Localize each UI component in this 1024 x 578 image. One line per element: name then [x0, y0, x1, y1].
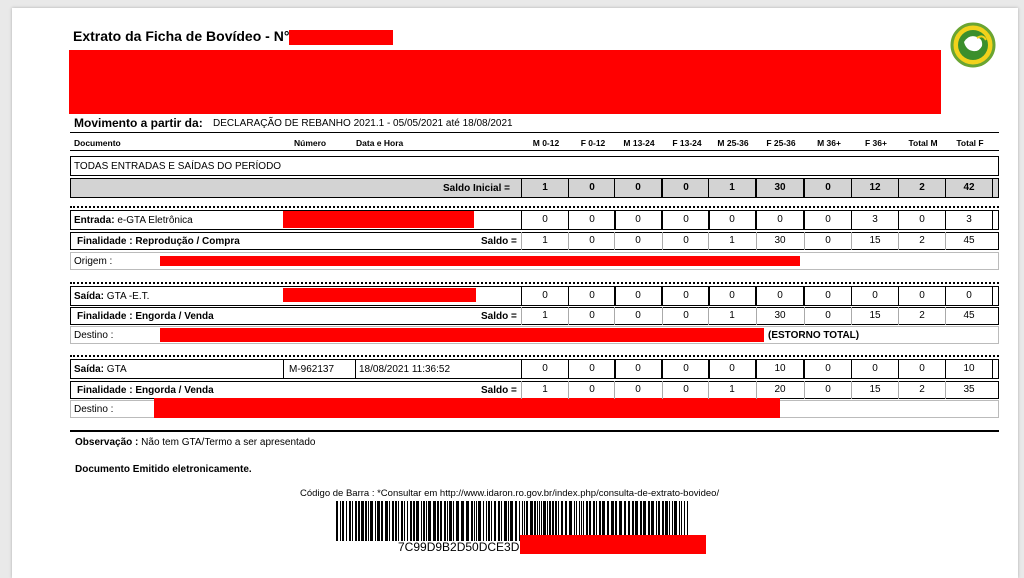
movement-1-saldo-value: 45	[963, 235, 975, 246]
movement-1-saldo-value: 1	[729, 235, 735, 246]
barcode-text: 7C99D9B2D50DCE3D	[398, 540, 520, 554]
idaron-logo-icon	[950, 22, 996, 68]
header-rule-bottom	[70, 150, 999, 151]
observation-value: Não tem GTA/Termo a ser apresentado	[141, 437, 316, 448]
col-category: F 13-24	[672, 138, 702, 148]
movement-3-value: 0	[919, 363, 925, 374]
col-documento: Documento	[74, 138, 121, 148]
movement-1-value: 0	[589, 214, 595, 225]
movement-2-type-value: GTA -E.T.	[106, 291, 150, 302]
movement-3-value: 0	[729, 363, 735, 374]
movement-3-saldo-value: 15	[869, 384, 881, 395]
initial-balance-value: 0	[589, 182, 595, 193]
movement-label: Movimento a partir da:	[74, 116, 203, 130]
separator-1	[70, 206, 999, 208]
movement-2-saldo-value: 0	[635, 310, 641, 321]
header-rule-top	[70, 132, 999, 133]
period-title: TODAS ENTRADAS E SAÍDAS DO PERÍODO	[74, 161, 282, 172]
movement-1-finalidade: Finalidade : Reprodução / Compra	[77, 236, 240, 247]
footer-rule	[70, 430, 999, 432]
observation-label: Observação :	[75, 437, 139, 448]
movement-3-saldo-value: 20	[774, 384, 786, 395]
redacted-gta-number-1	[283, 211, 474, 228]
separator-3	[70, 355, 999, 357]
movement-3-value: 0	[872, 363, 878, 374]
movement-2-place-label: Destino :	[74, 330, 114, 341]
col-data-hora: Data e Hora	[356, 138, 404, 148]
initial-balance-value: 30	[774, 182, 786, 193]
redacted-owner-block	[69, 50, 941, 114]
col-category: F 36+	[865, 138, 887, 148]
movement-1-value: 0	[729, 214, 735, 225]
movement-1-saldo-value: 1	[542, 235, 548, 246]
movement-2-value: 0	[683, 290, 689, 301]
document-page	[12, 8, 1018, 578]
movement-2-finalidade: Finalidade : Engorda / Venda	[77, 311, 214, 322]
movement-2-saldo-value: 0	[825, 310, 831, 321]
col-category: Total M	[908, 138, 938, 148]
redacted-destination-1	[160, 328, 764, 342]
movement-2-value: 0	[542, 290, 548, 301]
movement-1-saldo-value: 0	[635, 235, 641, 246]
movement-3-value: 0	[589, 363, 595, 374]
movement-1-value: 0	[919, 214, 925, 225]
col-category: F 0-12	[580, 138, 606, 148]
movement-3-value: 0	[635, 363, 641, 374]
movement-1-saldo-value: 15	[869, 235, 881, 246]
movement-3-saldo-value: 0	[589, 384, 595, 395]
movement-value: DECLARAÇÃO DE REBANHO 2021.1 - 05/05/2021 até 18/08/2021	[213, 118, 513, 129]
movement-3-divider-1	[283, 360, 284, 378]
movement-1-value: 3	[966, 214, 972, 225]
col-category: M 36+	[817, 138, 841, 148]
initial-balance-value: 12	[869, 182, 881, 193]
movement-1-saldo-value: 2	[919, 235, 925, 246]
movement-2-type-label: Saída:	[74, 291, 105, 302]
movement-2-saldo-value: 1	[729, 310, 735, 321]
col-category: M 13-24	[623, 138, 655, 148]
col-numero: Número	[294, 138, 327, 148]
redacted-gta-number-2	[283, 288, 476, 302]
col-category: M 0-12	[532, 138, 560, 148]
initial-balance-value: 0	[683, 182, 689, 193]
movement-2-saldo-value: 15	[869, 310, 881, 321]
movement-2-saldo-value: 0	[589, 310, 595, 321]
initial-balance-value: 1	[542, 182, 548, 193]
document-title: Extrato da Ficha de Bovídeo - N°	[73, 28, 290, 44]
initial-balance-value: 0	[635, 182, 641, 193]
movement-2-saldo-value: 30	[774, 310, 786, 321]
barcode-caption: Código de Barra : *Consultar em http://www.idaron.ro.gov.br/index.php/consulta-de-extrato-bovideo/	[300, 488, 720, 499]
movement-2-value: 0	[872, 290, 878, 301]
movement-3-place-label: Destino :	[74, 404, 114, 415]
col-category: Total F	[956, 138, 984, 148]
initial-balance-value: 2	[919, 182, 925, 193]
movement-1-value: 0	[683, 214, 689, 225]
movement-2-saldo-value: 1	[542, 310, 548, 321]
initial-balance-value: 42	[963, 182, 975, 193]
movement-3-numero: M-962137	[289, 364, 335, 375]
movement-1-value: 0	[825, 214, 831, 225]
redacted-destination-2	[154, 398, 780, 418]
col-category: M 25-36	[717, 138, 749, 148]
movement-3-saldo-value: 1	[729, 384, 735, 395]
movement-3-saldo-value: 0	[683, 384, 689, 395]
movement-3-value: 10	[774, 363, 786, 374]
movement-3-saldo-value: 2	[919, 384, 925, 395]
separator-2	[70, 282, 999, 284]
movement-1-place-label: Origem :	[74, 256, 113, 267]
movement-2-saldo-value: 2	[919, 310, 925, 321]
emitted-note: Documento Emitido eletronicamente.	[75, 464, 252, 475]
movement-1-value: 3	[872, 214, 878, 225]
movement-1-saldo-label: Saldo =	[481, 236, 517, 247]
movement-2-saldo-value: 45	[963, 310, 975, 321]
movement-3-value: 10	[963, 363, 975, 374]
movement-3-saldo-value: 0	[635, 384, 641, 395]
movement-3-saldo-value: 0	[825, 384, 831, 395]
movement-3-type-label: Saída:	[74, 364, 105, 375]
movement-3-saldo-value: 1	[542, 384, 548, 395]
movement-1-type-label: Entrada:	[74, 215, 115, 226]
movement-2-value: 0	[919, 290, 925, 301]
movement-1-type-value: e-GTA Eletrônica	[117, 215, 193, 226]
movement-2-value: 0	[729, 290, 735, 301]
period-title-box	[70, 156, 999, 176]
movement-1-saldo-value: 0	[825, 235, 831, 246]
initial-balance-label: Saldo Inicial =	[443, 183, 510, 194]
movement-3-finalidade: Finalidade : Engorda / Venda	[77, 385, 214, 396]
movement-1-value: 0	[777, 214, 783, 225]
movement-2-place-note: (ESTORNO TOTAL)	[768, 330, 860, 341]
movement-3-divider-2	[355, 360, 356, 378]
movement-1-saldo-value: 0	[683, 235, 689, 246]
movement-1-saldo-value: 30	[774, 235, 786, 246]
initial-balance-value: 1	[729, 182, 735, 193]
movement-2-value: 0	[966, 290, 972, 301]
movement-3-saldo-value: 35	[963, 384, 975, 395]
col-category: F 25-36	[766, 138, 796, 148]
movement-3-value: 0	[542, 363, 548, 374]
movement-3-value: 0	[683, 363, 689, 374]
movement-2-value: 0	[589, 290, 595, 301]
movement-2-value: 0	[777, 290, 783, 301]
movement-2-saldo-value: 0	[683, 310, 689, 321]
movement-2-saldo-label: Saldo =	[481, 311, 517, 322]
movement-3-saldo-label: Saldo =	[481, 385, 517, 396]
initial-balance-value: 0	[825, 182, 831, 193]
movement-3-type-value: GTA	[106, 364, 127, 375]
redacted-barcode-suffix	[520, 535, 706, 554]
movement-2-value: 0	[635, 290, 641, 301]
movement-1-saldo-value: 0	[589, 235, 595, 246]
movement-3-data-hora: 18/08/2021 11:36:52	[359, 364, 451, 375]
movement-2-value: 0	[825, 290, 831, 301]
movement-3-value: 0	[825, 363, 831, 374]
movement-1-value: 0	[635, 214, 641, 225]
redacted-number	[289, 30, 393, 45]
movement-1-value: 0	[542, 214, 548, 225]
redacted-origin	[160, 256, 800, 266]
